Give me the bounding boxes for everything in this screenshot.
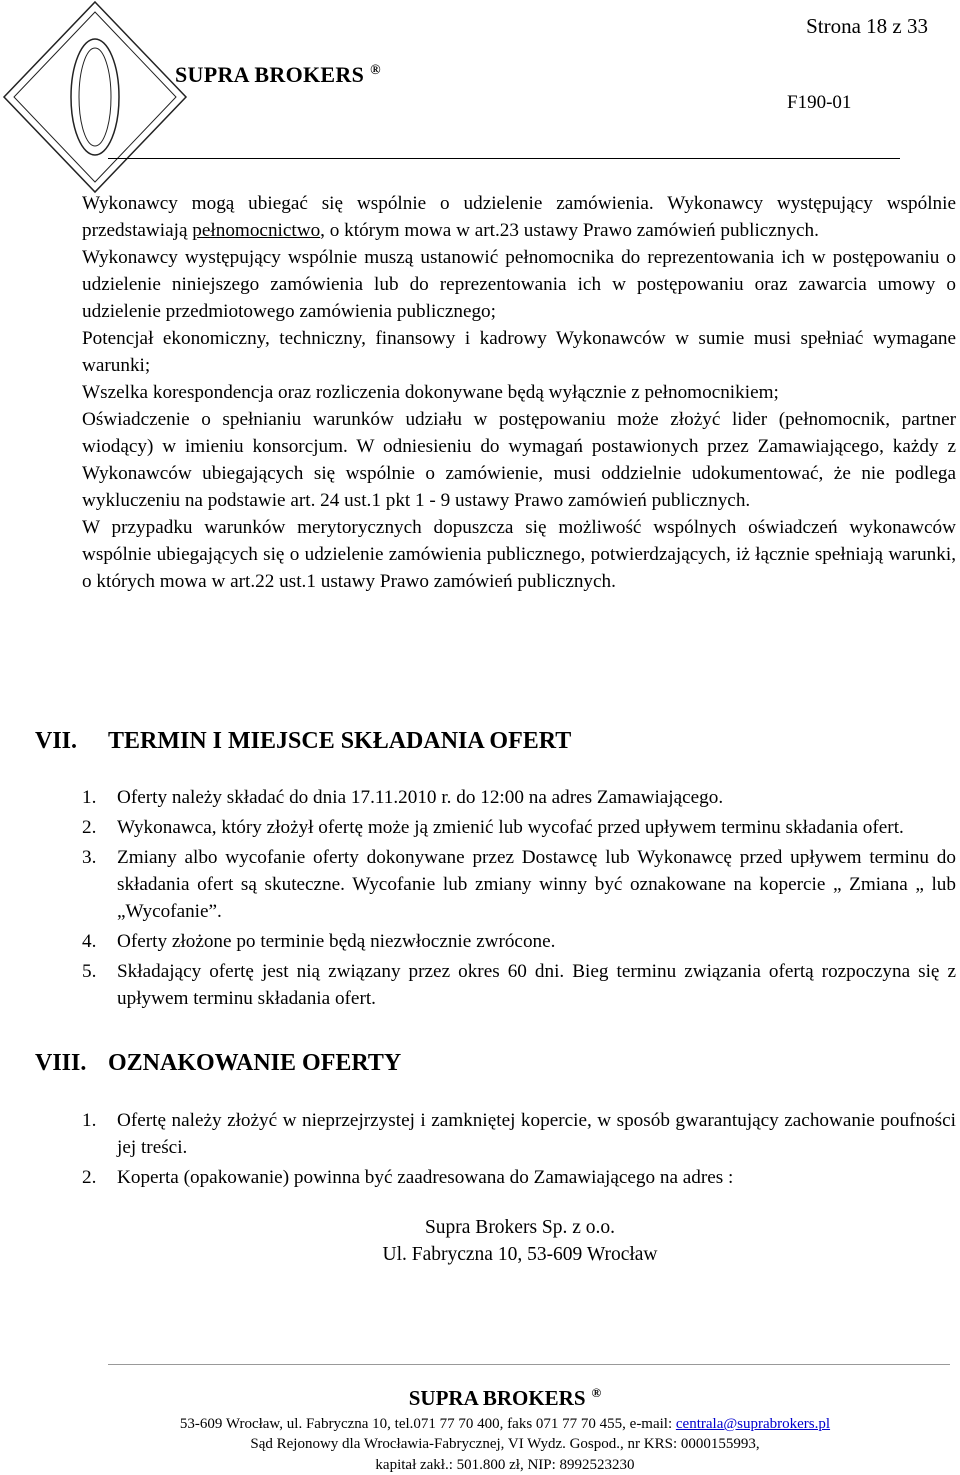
section-heading-viii	[35, 1050, 401, 1077]
paragraph-text: Wykonawcy mogą ubiegać się wspólnie o udzielenie zamówienia. Wykonawcy występujący wspólnie przedstawiają	[82, 193, 956, 241]
section-number: VII.	[35, 728, 78, 754]
list-item-text: Oferty należy składać do dnia 17.11.2010 r. do 12:00 na adres Zamawiającego.	[117, 787, 724, 808]
footer-brand	[0, 1385, 960, 1411]
delivery-address	[0, 1214, 960, 1268]
list-item-number: 1.	[82, 1110, 97, 1131]
list-item	[82, 844, 956, 925]
list-item-number: 4.	[82, 931, 97, 952]
header-divider	[108, 158, 900, 159]
footer-court-registration: Sąd Rejonowy dla Wrocławia-Fabrycznej, VI Wydz. Gospod., nr KRS: 0000155993,	[250, 1436, 760, 1452]
consortium-section	[82, 190, 956, 595]
paragraph-joint-bid	[82, 190, 956, 244]
section-title: TERMIN I MIEJSCE SKŁADANIA OFERT	[108, 728, 572, 754]
paragraph-declaration: Oświadczenie o spełnianiu warunków udziału w postępowaniu może złożyć lider (pełnomocnik, partner wiodący) w imieniu konsorcjum. W odniesieniu do wymagań postawionych przez Zamawiającego, każdy z Wykonawców ubiegających się wspólnie o zamówienie, musi oddzielnie udokumentować, że nie podlega wykluczeniu na podstawie art. 24 ust.1 pkt 1 - 9 ustawy Prawo zamówień publicznych.	[82, 409, 956, 511]
footer-contact	[0, 1414, 960, 1434]
section-title: OZNAKOWANIE OFERTY	[108, 1050, 402, 1076]
list-item	[82, 1164, 956, 1191]
company-logo	[0, 0, 190, 200]
list-item-number: 5.	[82, 961, 97, 982]
paragraph-potential: Potencjał ekonomiczny, techniczny, finansowy i kadrowy Wykonawców w sumie musi spełniać wymagane warunki;	[82, 328, 956, 376]
paragraph-correspondence: Wszelka korespondencja oraz rozliczenia dokonywane będą wyłącznie z pełnomocnikiem;	[82, 382, 779, 403]
email-link[interactable]: centrala@suprabrokers.pl	[675, 1416, 831, 1432]
list-item	[82, 1107, 956, 1161]
section-viii-list	[82, 1107, 956, 1194]
section-heading-vii	[35, 728, 571, 755]
list-item	[82, 814, 956, 841]
list-item-text: Koperta (opakowanie) powinna być zaadresowana do Zamawiającego na adres :	[117, 1167, 734, 1188]
registered-mark: ®	[591, 1385, 602, 1400]
list-item	[82, 784, 956, 811]
section-vii-list	[82, 784, 956, 1015]
list-item-text: Wykonawca, który złożył ofertę może ją zmienić lub wycofać przed upływem terminu składania ofert.	[117, 817, 904, 838]
footer-contact-text: 53-609 Wrocław, ul. Fabryczna 10, tel.071 77 70 400, faks 071 77 70 455, e-mail:	[179, 1416, 676, 1432]
footer-divider	[108, 1364, 950, 1365]
footer-capital-tax: kapitał zakł.: 501.800 zł, NIP: 8992523230	[375, 1457, 635, 1473]
header-brand	[175, 62, 381, 88]
footer-brand-name: SUPRA BROKERS	[408, 1386, 586, 1410]
paragraph-substantive-conditions: W przypadku warunków merytorycznych dopuszcza się możliwość wspólnych oświadczeń wykonawców wspólnie ubiegających się o udzielenie zamówienia publicznego, potwierdzających, iż łącznie spełniają warunki, o których mowa w art.22 ust.1 ustawy Prawo zamówień publicznych.	[82, 517, 956, 592]
registered-mark: ®	[370, 63, 381, 78]
address-company: Supra Brokers Sp. z o.o.	[424, 1217, 616, 1238]
list-item	[82, 928, 956, 955]
paragraph-representative: Wykonawcy występujący wspólnie muszą ustanowić pełnomocnika do reprezentowania ich w postępowaniu o udzielenie niniejszego zamówienia lub do reprezentowania ich w postępowaniu oraz zawarcia umowy o udzielenie przedmiotowego zamówienia publicznego;	[82, 247, 956, 322]
address-street: Ul. Fabryczna 10, 53-609 Wrocław	[382, 1244, 658, 1265]
list-item-text: Składający ofertę jest nią związany przez okres 60 dni. Bieg terminu związania ofertą rozpoczyna się z upływem terminu składania ofert.	[117, 961, 956, 1009]
page-number: Strona 18 z 33	[806, 14, 928, 38]
list-item-number: 3.	[82, 847, 97, 868]
header-brand-name: SUPRA BROKERS	[175, 62, 365, 87]
power-of-attorney-link[interactable]: pełnomocnictwo	[192, 220, 321, 241]
list-item-text: Oferty złożone po terminie będą niezwłocznie zwrócone.	[117, 931, 556, 952]
list-item-number: 1.	[82, 787, 97, 808]
list-item-text: Ofertę należy złożyć w nieprzejrzystej i zamkniętej kopercie, w sposób gwarantujący zachowanie poufności jej treści.	[117, 1110, 956, 1158]
list-item	[82, 958, 956, 1012]
section-number: VIII.	[35, 1050, 87, 1076]
paragraph-text: , o którym mowa w art.23 ustawy Prawo zamówień publicznych.	[320, 220, 819, 241]
list-item-text: Zmiany albo wycofanie oferty dokonywane przez Dostawcę lub Wykonawcę przed upływem terminu do składania ofert są skuteczne. Wycofanie lub zmiany winny być oznakowane na kopercie „ Zmiana „ lub „Wycofanie”.	[117, 847, 956, 922]
list-item-number: 2.	[82, 817, 97, 838]
form-code: F190-01	[787, 92, 852, 113]
list-item-number: 2.	[82, 1167, 97, 1188]
